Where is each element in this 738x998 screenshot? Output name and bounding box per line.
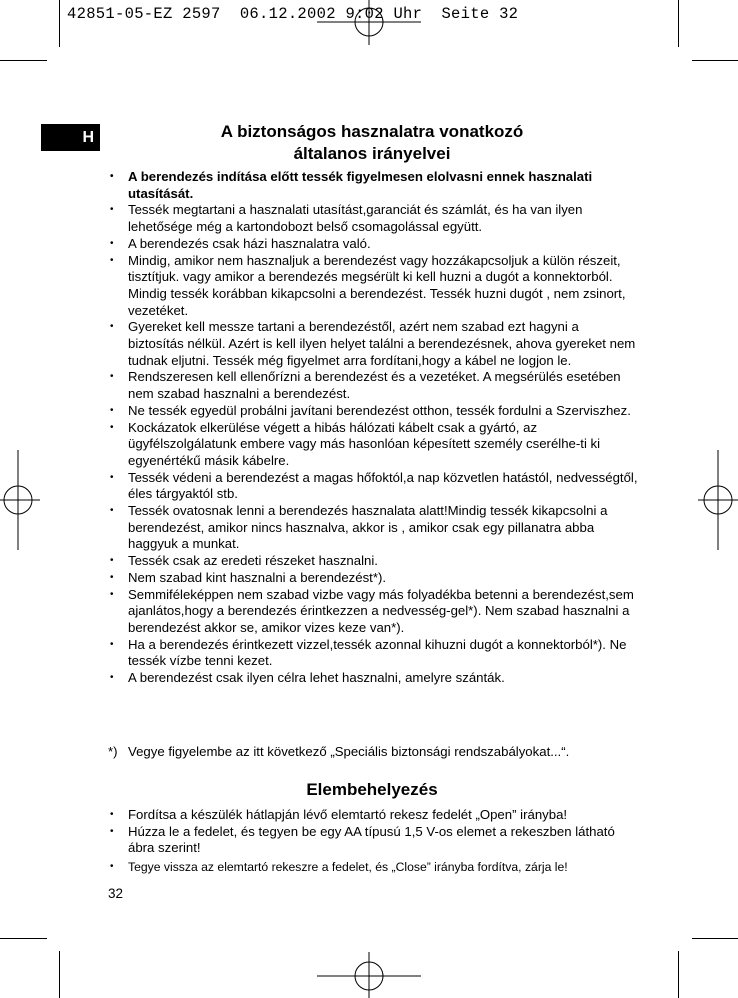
list-item: • Tessék csak az eredeti részeket hasznalni.: [108, 553, 638, 570]
crop-mark: [59, 0, 60, 47]
list-item: • Tessék védeni a berendezést a magas hőfoktól,a nap közvetlen hatástól, nedvességtől, éles tárgyaktól stb.: [108, 470, 638, 503]
list-item: • Tessék megtartani a hasznalati utasítást,garanciát és számlát, és ha van ilyen lehetősége még a kartondobozt belső csomagolással együtt.: [108, 202, 638, 235]
footnote: [108, 744, 638, 761]
battery-instructions-list: [108, 807, 638, 876]
footnote-text: Vegye figyelembe az itt következő „Speciális biztonsági rendszabályokat...“.: [128, 744, 570, 759]
footnote-mark: *): [108, 744, 118, 759]
list-item: • Semmiféleképpen nem szabad vizbe vagy más folyadékba betenni a berendezést,sem ajanlátos,hogy a berendezés érintkezzen a nedvesség-gel*). Nem szabad hasznalni a berendezést akkor se, amikor vizes keze van*).: [108, 587, 638, 637]
title-line-2: általanos irányelvei: [293, 144, 451, 163]
list-item: • Gyereket kell messze tartani a berendezéstől, azért nem szabad ezt hagyni a biztosítás nélkül. Azért is kell ilyen helyet találni a berendezésnek, ahova gyereket nem tudnak eljutni. Tessék még figyelmet arra fordítani,hogy a kábel ne logjon le.: [108, 319, 638, 369]
list-item: • Nem szabad kint hasznalni a berendezést*).: [108, 570, 638, 587]
section-title-battery: [108, 779, 636, 801]
section-title-safety: [108, 121, 636, 165]
list-item: • Ne tessék egyedül probálni javítani berendezést otthon, tessék fordulni a Szerviszhez.: [108, 403, 638, 420]
list-item: • Tessék ovatosnak lenni a berendezés hasznalata alatt!Mindig tessék kikapcsolni a berendezést, amikor nincs hasznalva, akkor is , amikor csak egy pillanatra abba haggyuk a munkat.: [108, 503, 638, 553]
list-item: • A berendezés indítása előtt tessék figyelmesen elolvasni ennek hasznalati utasítását.: [108, 169, 638, 202]
page-number: 32: [108, 886, 124, 901]
list-item: • A berendezést csak ilyen célra lehet hasznalni, amelyre szánták.: [108, 670, 638, 687]
list-item: • Fordítsa a készülék hátlapján lévő elemtartó rekesz fedelét „Open” irányba!: [108, 807, 638, 824]
language-tab: H: [41, 124, 100, 151]
print-slug-header: 42851-05-EZ 2597 06.12.2002 9:02 Uhr Seite 32: [67, 5, 519, 23]
crop-mark: [692, 60, 738, 61]
crop-mark: [0, 60, 47, 61]
crop-mark: [59, 951, 60, 998]
list-item: • A berendezés csak házi hasznalatra való.: [108, 236, 638, 253]
title-line-1: A biztonságos hasznalatra vonatkozó: [220, 122, 524, 141]
safety-instructions-list: [108, 169, 638, 687]
registration-mark-left: [0, 450, 40, 550]
list-item: • Kockázatok elkerülése végett a hibás hálózati kábelt csak a gyártó, az ügyfélszolgálatunk embere vagy más hasonlóan képesített személy cserélhe-ti ki egyenértékű másik kábelre.: [108, 420, 638, 470]
list-item: • Rendszeresen kell ellenőrízni a berendezést és a vezetéket. A megsérülés esetében nem szabad hasznalni a berendezést.: [108, 369, 638, 402]
list-item: • Húzza le a fedelet, és tegyen be egy AA típusú 1,5 V-os elemet a rekeszben látható ábra szerint!: [108, 824, 638, 857]
crop-mark: [692, 938, 738, 939]
title-line: Elembehelyezés: [306, 780, 438, 799]
list-item: • Ha a berendezés érintkezett vizzel,tessék azonnal kihuzni dugót a konnektorból*). Ne tessék vízbe tenni kezet.: [108, 637, 638, 670]
registration-mark-right: [698, 450, 738, 550]
list-item: • Mindig, amikor nem hasznaljuk a berendezést vagy hozzákapcsoljuk a külön részeit, tisztítjuk. vagy amikor a berendezés megsérült ki kell huzni a dugót a konnektorból. Mindig tessék korábban kikapcsolni a berendezést. Tessék huzni dugót , nem zsinort, vezetéket.: [108, 253, 638, 320]
registration-mark-bottom: [317, 952, 421, 998]
crop-mark: [678, 951, 679, 998]
list-item: • Tegye vissza az elemtartó rekeszre a fedelet, és „Close” irányba fordítva, zárja le!: [108, 859, 638, 876]
crop-mark: [678, 0, 679, 47]
crop-mark: [0, 938, 47, 939]
